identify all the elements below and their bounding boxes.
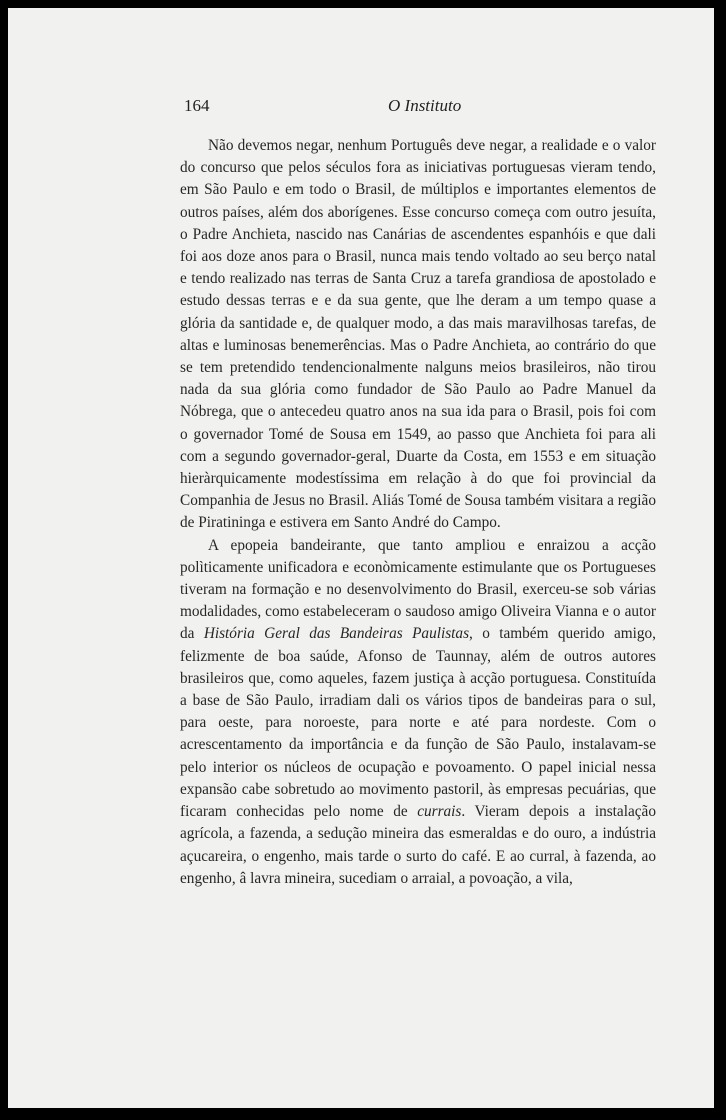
text-run: Não devemos negar, nenhum Português deve negar, a realidade e o valor do concurso que pelos séculos fora as iniciativas portuguesas vieram tendo, em São Paulo e em todo o Brasil, de múltiplos e importantes elementos de outros países, além dos aborígenes. Esse concurso começa com outro jesuíta, o Padre Anchieta, nascido nas Canárias de ascendentes espanhóis e que dali foi aos doze anos para o Brasil, nunca mais tendo voltado ao seu berço natal e tendo realizado nas terras de Santa Cruz a tarefa grandiosa de apostolado e estudo dessas terras e e da sua gente, que lhe deram a um tempo quase a glória da santidade e, de qualquer modo, a das mais maravilhosas tarefas, de altas e luminosas benemerências. Mas o Padre Anchieta, ao contrário do que se tem pretendido tendencionalmente nalguns meios brasileiros, não tirou nada da sua glória como fundador de São Paulo ao Padre Manuel da Nóbrega, que o antecedeu quatro anos na sua ida para o Brasil, pois foi com o governador Tomé de Sousa em 1549, ao passo que Anchieta foi para ali com a segundo governador-geral, Duarte da Costa, em 1553 e em situação hieràrquicamente modestíssima em relação à do que foi provincial da Companhia de Jesus no Brasil. Aliás Tomé de Sousa também visitara a região de Piratininga e estivera em Santo André do Campo.: [180, 137, 656, 532]
book-title: História Geral das Bandeiras Paulistas: [203, 625, 470, 643]
text-run: , o também querido amigo, felizmente de boa saúde, Afonso de Taunnay, além de outros autores brasileiros que, como aqueles, fazem justiça à acção portuguesa. Constituída a base de São Paulo, irradiam dali os vários tipos de bandeiras para o sul, para oeste, para noroeste, para norte e até para nordeste. Com o acrescentamento da importância e da função de São Paulo, instalavam-se pelo interior os núcleos de ocupação e povoamento. O papel inicial nessa expansão cabe sobretudo ao movimento pastoril, às empresas pecuárias, que ficaram conhecidas pelo nome de: [180, 625, 657, 821]
paragraph: [180, 135, 656, 535]
emphasized-term: currais: [417, 803, 462, 821]
page-header: [184, 96, 494, 120]
running-title: O Instituto: [388, 96, 462, 115]
body-text: [180, 135, 656, 890]
book-page: [8, 8, 714, 1108]
paragraph: [180, 535, 656, 890]
text-run: A epopeia bandeirante, que tanto ampliou e enraizou a acção polìticamente unificadora e econòmicamente estimulante que os Portugueses tiveram na formação e no desenvolvimento do Brasil, exerceu-se sob várias modalidades, como estabeleceram o saudoso amigo Oliveira Vianna e o autor da: [180, 536, 656, 643]
page-number: 164: [184, 96, 210, 115]
text-run: . Vieram depois a instalação agrícola, a fazenda, a sedução mineira das esmeraldas e do ouro, a indústria açucareira, o engenho, mais tarde o surto do café. E ao curral, à fazenda, ao engenho, â lavra mineira, sucediam o arraial, a povoação, a vila,: [180, 803, 656, 887]
